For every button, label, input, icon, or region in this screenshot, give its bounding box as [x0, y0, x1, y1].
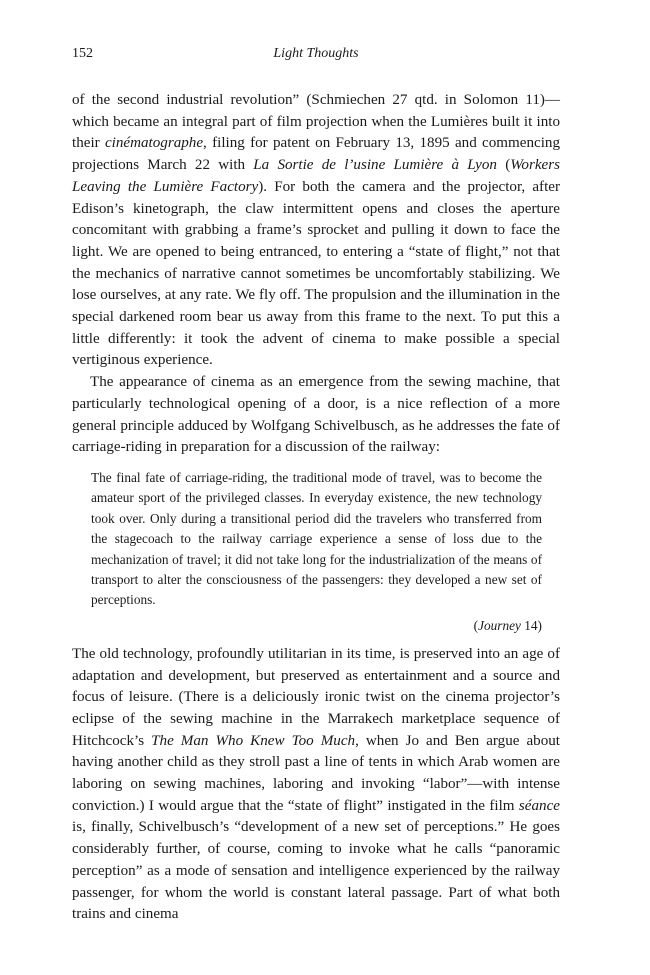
text-run: ). For both the camera and the projector, after Edison’s kinetograph, the claw intermittent opens and closes the aperture concomitant with grabbing a frame’s sprocket and pulling it down to face the light. We are opened to being entranced, to entering a “state of flight,” not that the mechanics of narrative cannot sometimes be uncomfortably stabilizing. We lose ourselves, at any rate. We fly off. The propulsion and the illumination in the special darkened room bear us away from this frame to the next. To put this a little differently: it took the advent of cinema to make possible a special vertiginous experience.	[72, 178, 560, 369]
text-run: , filing for patent on February 13, 1895 and commencing projections March 22 with	[72, 135, 560, 174]
italic-text: Journey	[478, 617, 521, 633]
italic-text: La Sortie de l’usine Lumière à Lyon	[253, 157, 497, 174]
italic-text: cinématographe	[104, 135, 204, 152]
page-number: 152	[72, 46, 93, 61]
text-run: (	[496, 157, 511, 174]
text-run: (	[473, 617, 479, 633]
text-run: The appearance of cinema as an emergence from the sewing machine, that particularly technological opening of a door, is a nice reflection of a more general principle adduced by Wolfgang Schivelbusch, as he addresses the fate of carriage-riding in preparation for a discussion of the railway:	[72, 374, 560, 456]
block-quote-text	[91, 468, 542, 611]
paragraph	[72, 644, 560, 926]
italic-text: Workers Leaving the Lumière Factory	[72, 157, 560, 195]
text-run: The old technology, profoundly utilitarian in its time, is preserved into an age of adaptation and development, but preserved as entertainment and a source and focus of leisure. (There is a deliciously ironic twist on the cinema projector’s eclipse of the sewing machine in the Marrakech marketplace sequence of Hitchcock’s	[72, 645, 560, 749]
italic-text: séance	[518, 797, 560, 814]
body-text	[72, 90, 560, 926]
page-header	[72, 46, 560, 68]
italic-text: The Man Who Knew Too Much	[151, 732, 356, 749]
paragraph	[72, 90, 560, 372]
citation	[91, 616, 542, 636]
text-run: , when Jo and Ben argue about having another child as they stroll past a line of tents in which Arab women are laboring on sewing machines, laboring and invoking “labor”—with intense conviction.) I would argue that the “state of flight” instigated in the film	[72, 732, 560, 814]
text-run: The final fate of carriage-riding, the traditional mode of travel, was to become the amateur sport of the privileged classes. In everyday existence, the new technology took over. Only during a transitional period did the travelers who transferred from the stagecoach to the railway carriage experience a sense of loss due to the mechanization of travel; it did not take long for the industrialization of the means of transport to alter the consciousness of the passengers: they developed a new set of perceptions.	[91, 469, 542, 608]
running-head: Light Thoughts	[273, 46, 359, 61]
text-run: of the second industrial revolution” (Schmiechen 27 qtd. in Solomon 11)—which became an integral part of film projection when the Lumières built it into their	[72, 92, 560, 152]
paragraph	[72, 372, 560, 459]
text-run: 14)	[520, 617, 542, 633]
block-quote	[91, 468, 542, 636]
text-run: is, finally, Schivelbusch’s “development of a new set of perceptions.” He goes considerably further, of course, coming to invoke what he calls “panoramic perception” as a mode of sensation and intelligence experienced by the railway passenger, for whom the world is constant lateral passage. Part of what both trains and cinema	[72, 819, 560, 923]
